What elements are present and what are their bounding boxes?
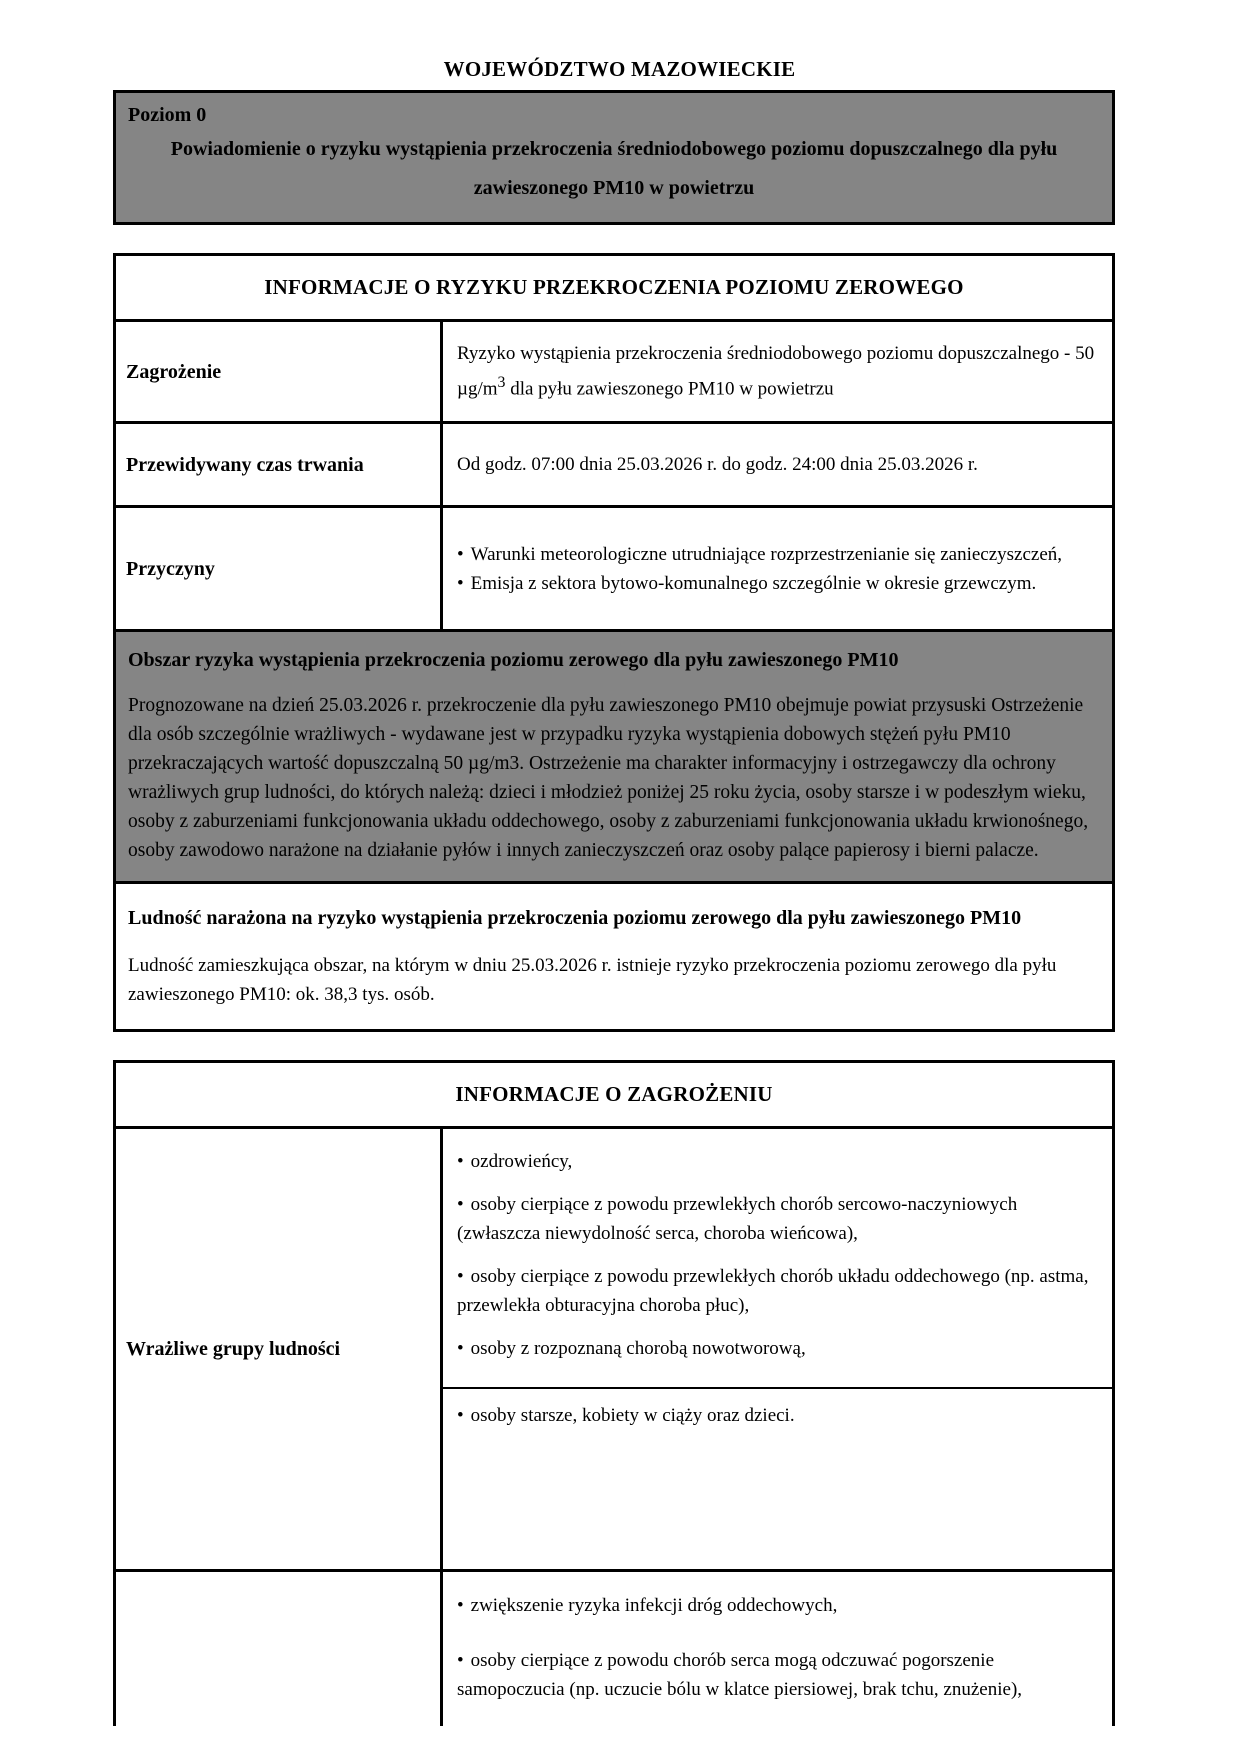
notification-title: Powiadomienie o ryzyku wystąpienia przekroczenia średniodobowego poziomu dopuszczalnego dla pyłu zawieszonego PM10 w powietrzu — [170, 138, 1058, 199]
bullet-marker: • — [457, 1650, 464, 1671]
sensitive-group-text: osoby cierpiące z powodu przewlekłych chorób układu oddechowego (np. astma, przewlekła obturacyjna choroba płuc), — [457, 1266, 1089, 1316]
bullet-marker: • — [457, 1595, 464, 1616]
bullet-marker: • — [457, 1405, 464, 1426]
bullet-marker: • — [457, 1151, 464, 1172]
bullet-marker: • — [457, 572, 464, 594]
sensitive-group-bullet — [457, 1262, 1100, 1320]
risk-table-header: INFORMACJE O RYZYKU PRZEKROCZENIA POZIOMU ZEROWEGO — [116, 256, 1112, 322]
threat-value-superscript: 3 — [497, 374, 506, 392]
hazard-info-table — [113, 1060, 1115, 1726]
threat-value-text — [457, 339, 1100, 403]
health-effect-bullet — [457, 1591, 1100, 1620]
sensitive-group-text: osoby cierpiące z powodu przewlekłych chorób sercowo-naczyniowych (zwłaszcza niewydolność serca, choroba wieńcowa), — [457, 1194, 1018, 1244]
sensitive-groups-extra-cell — [443, 1389, 1112, 1444]
bullet-marker: • — [457, 1338, 464, 1359]
threat-label-cell — [116, 322, 443, 421]
sensitive-group-text: ozdrowieńcy, — [470, 1151, 573, 1172]
exposed-population-section — [116, 884, 1112, 1029]
duration-value-text: Od godz. 07:00 dnia 25.03.2026 r. do godz. 24:00 dnia 25.03.2026 r. — [457, 454, 978, 475]
hazard-table-header: INFORMACJE O ZAGROŻENIU — [116, 1063, 1112, 1129]
sensitive-group-bullet — [457, 1401, 1100, 1430]
risk-area-header: Obszar ryzyka wystąpienia przekroczenia poziomu zerowego dla pyłu zawieszonego PM10 — [128, 649, 899, 671]
sensitive-groups-label-cell — [116, 1129, 443, 1569]
threat-value-cell — [443, 322, 1112, 421]
cause-text: Emisja z sektora bytowo-komunalnego szczególnie w okresie grzewczym. — [470, 572, 1037, 594]
health-effects-value-cell — [443, 1572, 1112, 1726]
health-effect-text: zwiększenie ryzyka infekcji dróg oddechowych, — [470, 1595, 838, 1616]
bullet-marker: • — [457, 543, 464, 565]
causes-label-cell — [116, 508, 443, 629]
content-area — [113, 90, 1115, 1726]
table-row-duration — [116, 424, 1112, 508]
sensitive-groups-main-cell — [443, 1129, 1112, 1389]
sensitive-group-text: osoby z rozpoznaną chorobą nowotworową, — [470, 1338, 806, 1359]
threat-value-prefix: Ryzyko wystąpienia przekroczenia średniodobowego poziomu dopuszczalnego - 50 µg/m — [457, 343, 1095, 400]
row-label: Zagrożenie — [126, 360, 222, 383]
alert-level: Poziom 0 — [128, 104, 207, 126]
duration-label-cell — [116, 424, 443, 505]
sensitive-groups-value-column — [443, 1129, 1112, 1569]
bullet-marker: • — [457, 1194, 464, 1215]
exposed-population-header: Ludność narażona na ryzyko wystąpienia przekroczenia poziomu zerowego dla pyłu zawieszonego PM10 — [128, 907, 1022, 929]
table-row-sensitive-groups — [116, 1129, 1112, 1572]
sensitive-group-bullet — [457, 1147, 1100, 1176]
threat-value-suffix: dla pyłu zawieszonego PM10 w powietrzu — [505, 378, 834, 400]
cause-text: Warunki meteorologiczne utrudniające rozprzestrzenianie się zanieczyszczeń, — [470, 543, 1063, 565]
cause-bullet — [457, 540, 1100, 569]
table-row-threat — [116, 322, 1112, 424]
row-label: Wrażliwe grupy ludności — [126, 1338, 341, 1360]
causes-value-cell — [443, 508, 1112, 629]
risk-area-section — [116, 632, 1112, 884]
sensitive-group-bullet — [457, 1190, 1100, 1248]
exposed-population-body: Ludność zamieszkująca obszar, na którym w dniu 25.03.2026 r. istnieje ryzyko przekroczenia poziomu zerowego dla pyłu zawieszonego PM10: ok. 38,3 tys. osób. — [128, 955, 1057, 1005]
health-effects-label-cell — [116, 1572, 443, 1726]
row-label: Przewidywany czas trwania — [126, 453, 364, 476]
row-label: Przyczyny — [126, 557, 215, 580]
health-effect-bullet — [457, 1646, 1100, 1704]
notification-banner — [113, 90, 1115, 225]
risk-area-body: Prognozowane na dzień 25.03.2026 r. przekroczenie dla pyłu zawieszonego PM10 obejmuje powiat przysuski Ostrzeżenie dla osób szczególnie wrażliwych - wydawane jest w przypadku ryzyka wystąpienia dobowych stężeń pyłu PM10 przekraczających wartość dopuszczalną 50 µg/m3. Ostrzeżenie ma charakter informacyjny i ostrzegawczy dla ochrony wrażliwych grup ludności, do których należą: dzieci i młodzież poniżej 25 roku życia, osoby starsze i w podeszłym wieku, osoby z zaburzeniami funkcjonowania układu oddechowego, osoby z zaburzeniami funkcjonowania układu krwionośnego, osoby zawodowo narażone na działanie pyłów i innych zanieczyszczeń oraz osoby palące papierosy i bierni palacze. — [128, 695, 1089, 861]
risk-info-table — [113, 253, 1115, 1032]
bullet-marker: • — [457, 1266, 464, 1287]
sensitive-group-text: osoby starsze, kobiety w ciąży oraz dzieci. — [470, 1405, 795, 1426]
table-row-health-effects — [116, 1572, 1112, 1726]
sensitive-group-bullet — [457, 1334, 1100, 1363]
health-effect-text: osoby cierpiące z powodu chorób serca mogą odczuwać pogorszenie samopoczucia (np. uczucie bólu w klatce piersiowej, brak tchu, znużenie), — [457, 1650, 1023, 1700]
duration-value-cell — [443, 424, 1112, 505]
page-title: WOJEWÓDZTWO MAZOWIECKIE — [443, 57, 796, 81]
table-row-causes — [116, 508, 1112, 632]
cause-bullet — [457, 569, 1100, 598]
